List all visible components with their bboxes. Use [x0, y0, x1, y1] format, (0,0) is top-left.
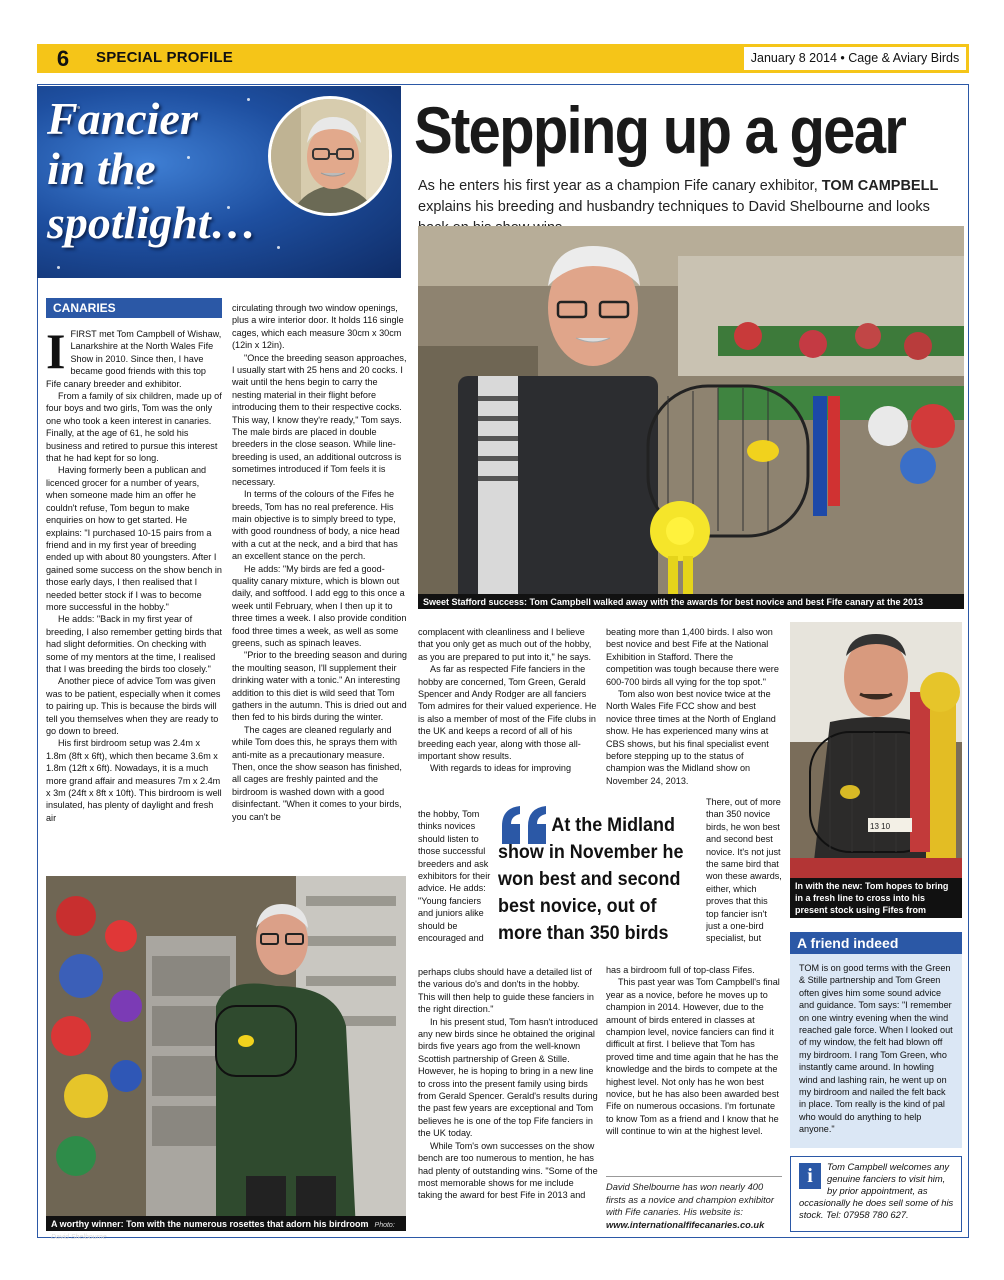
info-icon: i — [799, 1163, 821, 1189]
standfirst-name: TOM CAMPBELL — [821, 178, 939, 194]
paragraph: In his present stud, Tom hasn't introduced any new birds since he obtained the original birds five years ago from the well-known Scottish partnership of Green & Stille. However, he is hoping to bring in a new line to cross into the present family using birds from Gerald Spencer. Gerald's results during the past few years are exceptional and Tom believes he is one of the top Fife fanciers in the UK today. — [418, 1016, 598, 1139]
body-column-4-bottom — [606, 964, 782, 1164]
paragraph: He adds: "Back in my first year of breeding, I also remember getting birds that had slight deformities. On checking with some of my mentors at the time, I realised that I was breeding the birds too closely." — [46, 614, 222, 674]
issue-date: January 8 2014 • Cage & Aviary Birds — [744, 47, 966, 70]
pull-quote-line: won best and second — [498, 868, 681, 890]
paragraph: circulating through two window openings, plus a wire interior door. It holds 116 single cages, which each measure 30cm x 30cm (12in x 12in). — [232, 303, 404, 351]
page-number: 6 — [56, 46, 70, 71]
caption-text: A worthy winner: Tom with the numerous rosettes that adorn his birdroom — [51, 1219, 369, 1229]
cage-number-label: 13 10 — [870, 822, 891, 831]
paragraph: "Once the breeding season approaches, I usually start with 25 hens and 20 cocks. I wait until the hens begin to carry the nesting material in their flight before introducing them to their respective cocks. This way, I know they're ready," Tom says. The male birds are placed in double breeders in the close season. While line-breeding is used, an additional outcross is sometimes introduced if Tom feels it is necessary. — [232, 352, 407, 487]
body-column-1 — [46, 328, 222, 868]
portrait-photo — [268, 96, 392, 216]
drop-cap: I — [46, 328, 66, 379]
paragraph: Tom also won best novice twice at the North Wales Fife FCC show and best novice three times at the North of England show. He has experienced many wins at CBS shows, but his final specialist event before stepping up to the status of champion was the Midland show on November 24, 2013. — [606, 689, 776, 786]
sidebar-title: A friend indeed — [790, 932, 962, 954]
paragraph: Having formerly been a publican and licenced grocer for a number of years, when someone made him an offer he couldn't refuse, Tom begun to make enquiries on how to get started. He explains: "I purchased 10-15 pairs from a friend and in my first year of breeding ended up with about 80 youngsters. After I gained some success on the show bench in those early days, I then realised that I needed better stock if I was to become more successful in the hobby." — [46, 465, 222, 612]
pull-quote-line: more than 350 birds — [498, 922, 669, 944]
paragraph: This past year was Tom Campbell's final year as a novice, before he moves up to champion in 2014. However, due to the amount of birds entered in classes at champion level, novice fanciers can find it difficult at first. I believe that Tom has proved time and time again that he has the knowledge and the birds to compete at the highest level. Not only has he won best novice, but he has also been awarded best Fife on numerous occasions. I'm fortunate to know Tom as a friend and I know that he will continue to win at the highest level. — [606, 977, 780, 1137]
section-label: SPECIAL PROFILE — [96, 49, 233, 66]
paragraph: complacent with cleanliness and I believe that you only get as much out of the hobby, as you are prepared to put into it," he says. — [418, 627, 592, 662]
paragraph: His first birdroom setup was 2.4m x 1.8m (8ft x 6ft), which then became 3.6m x 1.8m (12ft x 6ft). Nowadays, it is a much more grand affair and measures 7m x 2.4m x 3m (24ft x 8ft x 10ft). This birdroom is well insulated, has plenty of daylight and fresh air — [46, 738, 222, 823]
standfirst-text-end: explains his breeding and husbandry techniques to David Shelbourne and looks — [418, 199, 930, 215]
paragraph: has a birdroom full of top-class Fifes. — [606, 965, 755, 975]
birdroom-photo-caption — [46, 1216, 406, 1241]
standfirst — [418, 176, 964, 220]
spotlight-line-3: spotlight… — [47, 197, 257, 248]
main-photo-caption: Sweet Stafford success: Tom Campbell walked away with the awards for best novice and best Fife canary at the 2013 National Exhibition — [418, 594, 964, 609]
body-column-4-top — [606, 626, 782, 796]
paragraph: FIRST met Tom Campbell of Wishaw, Lanarkshire at the North Wales Fife Show in 2010. Since then, I have became good friends with this top Fife canary breeder and exhibitor. — [46, 329, 222, 389]
body-column-4-narrow — [706, 796, 782, 964]
author-footnote — [606, 1176, 782, 1232]
photo-credit: Photo: David Shelbourne — [51, 1222, 395, 1241]
paragraph: the hobby, Tom thinks novices should listen to those successful breeders and ask exhibitors for their advice. He adds: "Young fanciers and juniors alike should be encouraged and — [418, 809, 491, 944]
paragraph: He adds: "My birds are fed a good-quality canary mixture, which is blown out daily, and softfood. I add egg to this once a week until February, when I then up it to three times a week. I also provide condition food three times a week, as well as some greens, such as spinach leaves. — [232, 563, 407, 648]
paragraph: As far as respected Fife fanciers in the hobby are concerned, Tom Green, Gerald Spencer and Andy Rodger are all fanciers Tom admires for their valued experience. He is also a member of most of the Fife clubs in the UK and keeps a record of all of his breeding each year, along with those all-important show results. — [418, 664, 597, 762]
standfirst-text: As he enters his first year as a champion Fife canary exhibitor, — [418, 178, 822, 194]
paragraph: There, out of more than 350 novice birds, he won best and second best novice. It's not just the same bird that won these awards, either, which proves that this top fancier isn't just a one-bird specialist, but — [706, 797, 782, 944]
author-website-link[interactable]: www.internationalfifecanaries.co.uk — [606, 1219, 765, 1230]
paragraph: Another piece of advice Tom was given was to be patient, especially when it comes to pairing up. This is because the birds will tell you themselves when they are ready to go down to breed. — [46, 676, 221, 736]
paragraph: "Prior to the breeding season and during the moulting season, I'll supplement their drinking water with a tonic." An interesting addition to this diet is wild seed that Tom gathers in the autumn. This is dried out and then fed to his birds during the winter. — [232, 650, 407, 723]
pull-quote-line: At the Midland — [551, 814, 675, 836]
paragraph: perhaps clubs should have a detailed list of the various do's and don'ts in the hobby. This will then help to guide these fanciers in the right direction." — [418, 967, 594, 1015]
spotlight-line-1: Fancier — [47, 93, 198, 144]
paragraph: While Tom's own successes on the show bench are too numerous to mention, he has had plenty of outstanding wins. "Some of the most memorable shows for me include taking the award for best Fife in 2013 and — [418, 1140, 598, 1201]
paragraph: beating more than 1,400 birds. I also won best novice and best Fife at the National Exhibition in Stafford. There the competition was tough because there were 600-700 birds all vying for the top spot." — [606, 627, 779, 687]
body-column-2 — [232, 302, 408, 866]
paragraph: From a family of six children, made up of four boys and two girls, Tom was the only one who took a keen interest in canaries. Finally, at the age of 61, he sold his business and retired to pursue this interest that he had kept for so long. — [46, 391, 222, 464]
info-box — [790, 1156, 962, 1232]
info-telephone: Tel: 07958 780 627. — [826, 1209, 909, 1220]
paragraph: With regards to ideas for improving — [430, 763, 572, 774]
sidebar-body: TOM is on good terms with the Green & Stille partnership and Tom Green often gives him some sound advice and guidance. Tom says: "I remember on one wintry evening when the wind reached gale force. When I looked out of my window, the felt had blown off my birdroom. I rang Tom Green, who instantly came around. In howling wind and lashing rain, he went up on my birdroom and nailed the felt back in place. Tom really is the kind of pal who would do anything to help anyone." — [790, 954, 962, 1148]
section-tag: CANARIES — [46, 298, 222, 318]
pull-quote-line: show in November he — [498, 841, 684, 863]
birdroom-photo — [46, 876, 406, 1231]
pull-quote-line: best novice, out of — [498, 895, 657, 917]
body-column-3-narrow — [418, 808, 492, 968]
footnote-text: David Shelbourne has won nearly 400 firsts as a novice and champion exhibitor with Fife canaries. His website is: — [606, 1182, 774, 1217]
paragraph: In terms of the colours of the Fifes he breeds, Tom has no real preference. His main objective is to simply breed to type, with good roundness of body, a nice head with a cut at the neck, and a bird that has an excellent stance on the perch. — [232, 489, 400, 562]
gerald-spencer-photo — [790, 622, 962, 918]
body-column-3-bottom — [418, 966, 598, 1232]
paragraph: The cages are cleaned regularly and while Tom does this, he sprays them with anti-mite as a precautionary measure. Then, once the show season has finished, all cages are freshly painted and the birdroom is washed down with a good disinfectant. "When it comes to your birds, you can't be — [232, 724, 402, 822]
pull-quote — [498, 812, 686, 962]
gerald-photo-caption: In with the new: Tom hopes to bring in a fresh line to cross into his present stock using Fifes from Gerald Spencer (pictured) — [790, 878, 962, 918]
spotlight-line-2: in the — [47, 143, 156, 194]
main-photo — [418, 226, 964, 608]
body-column-3-top — [418, 626, 598, 808]
headline: Stepping up a gear — [414, 93, 906, 167]
info-text: Tom Campbell welcomes any genuine fanciers to visit him, by prior appointment, as occasionally he does sell some of his stock. — [799, 1161, 954, 1220]
